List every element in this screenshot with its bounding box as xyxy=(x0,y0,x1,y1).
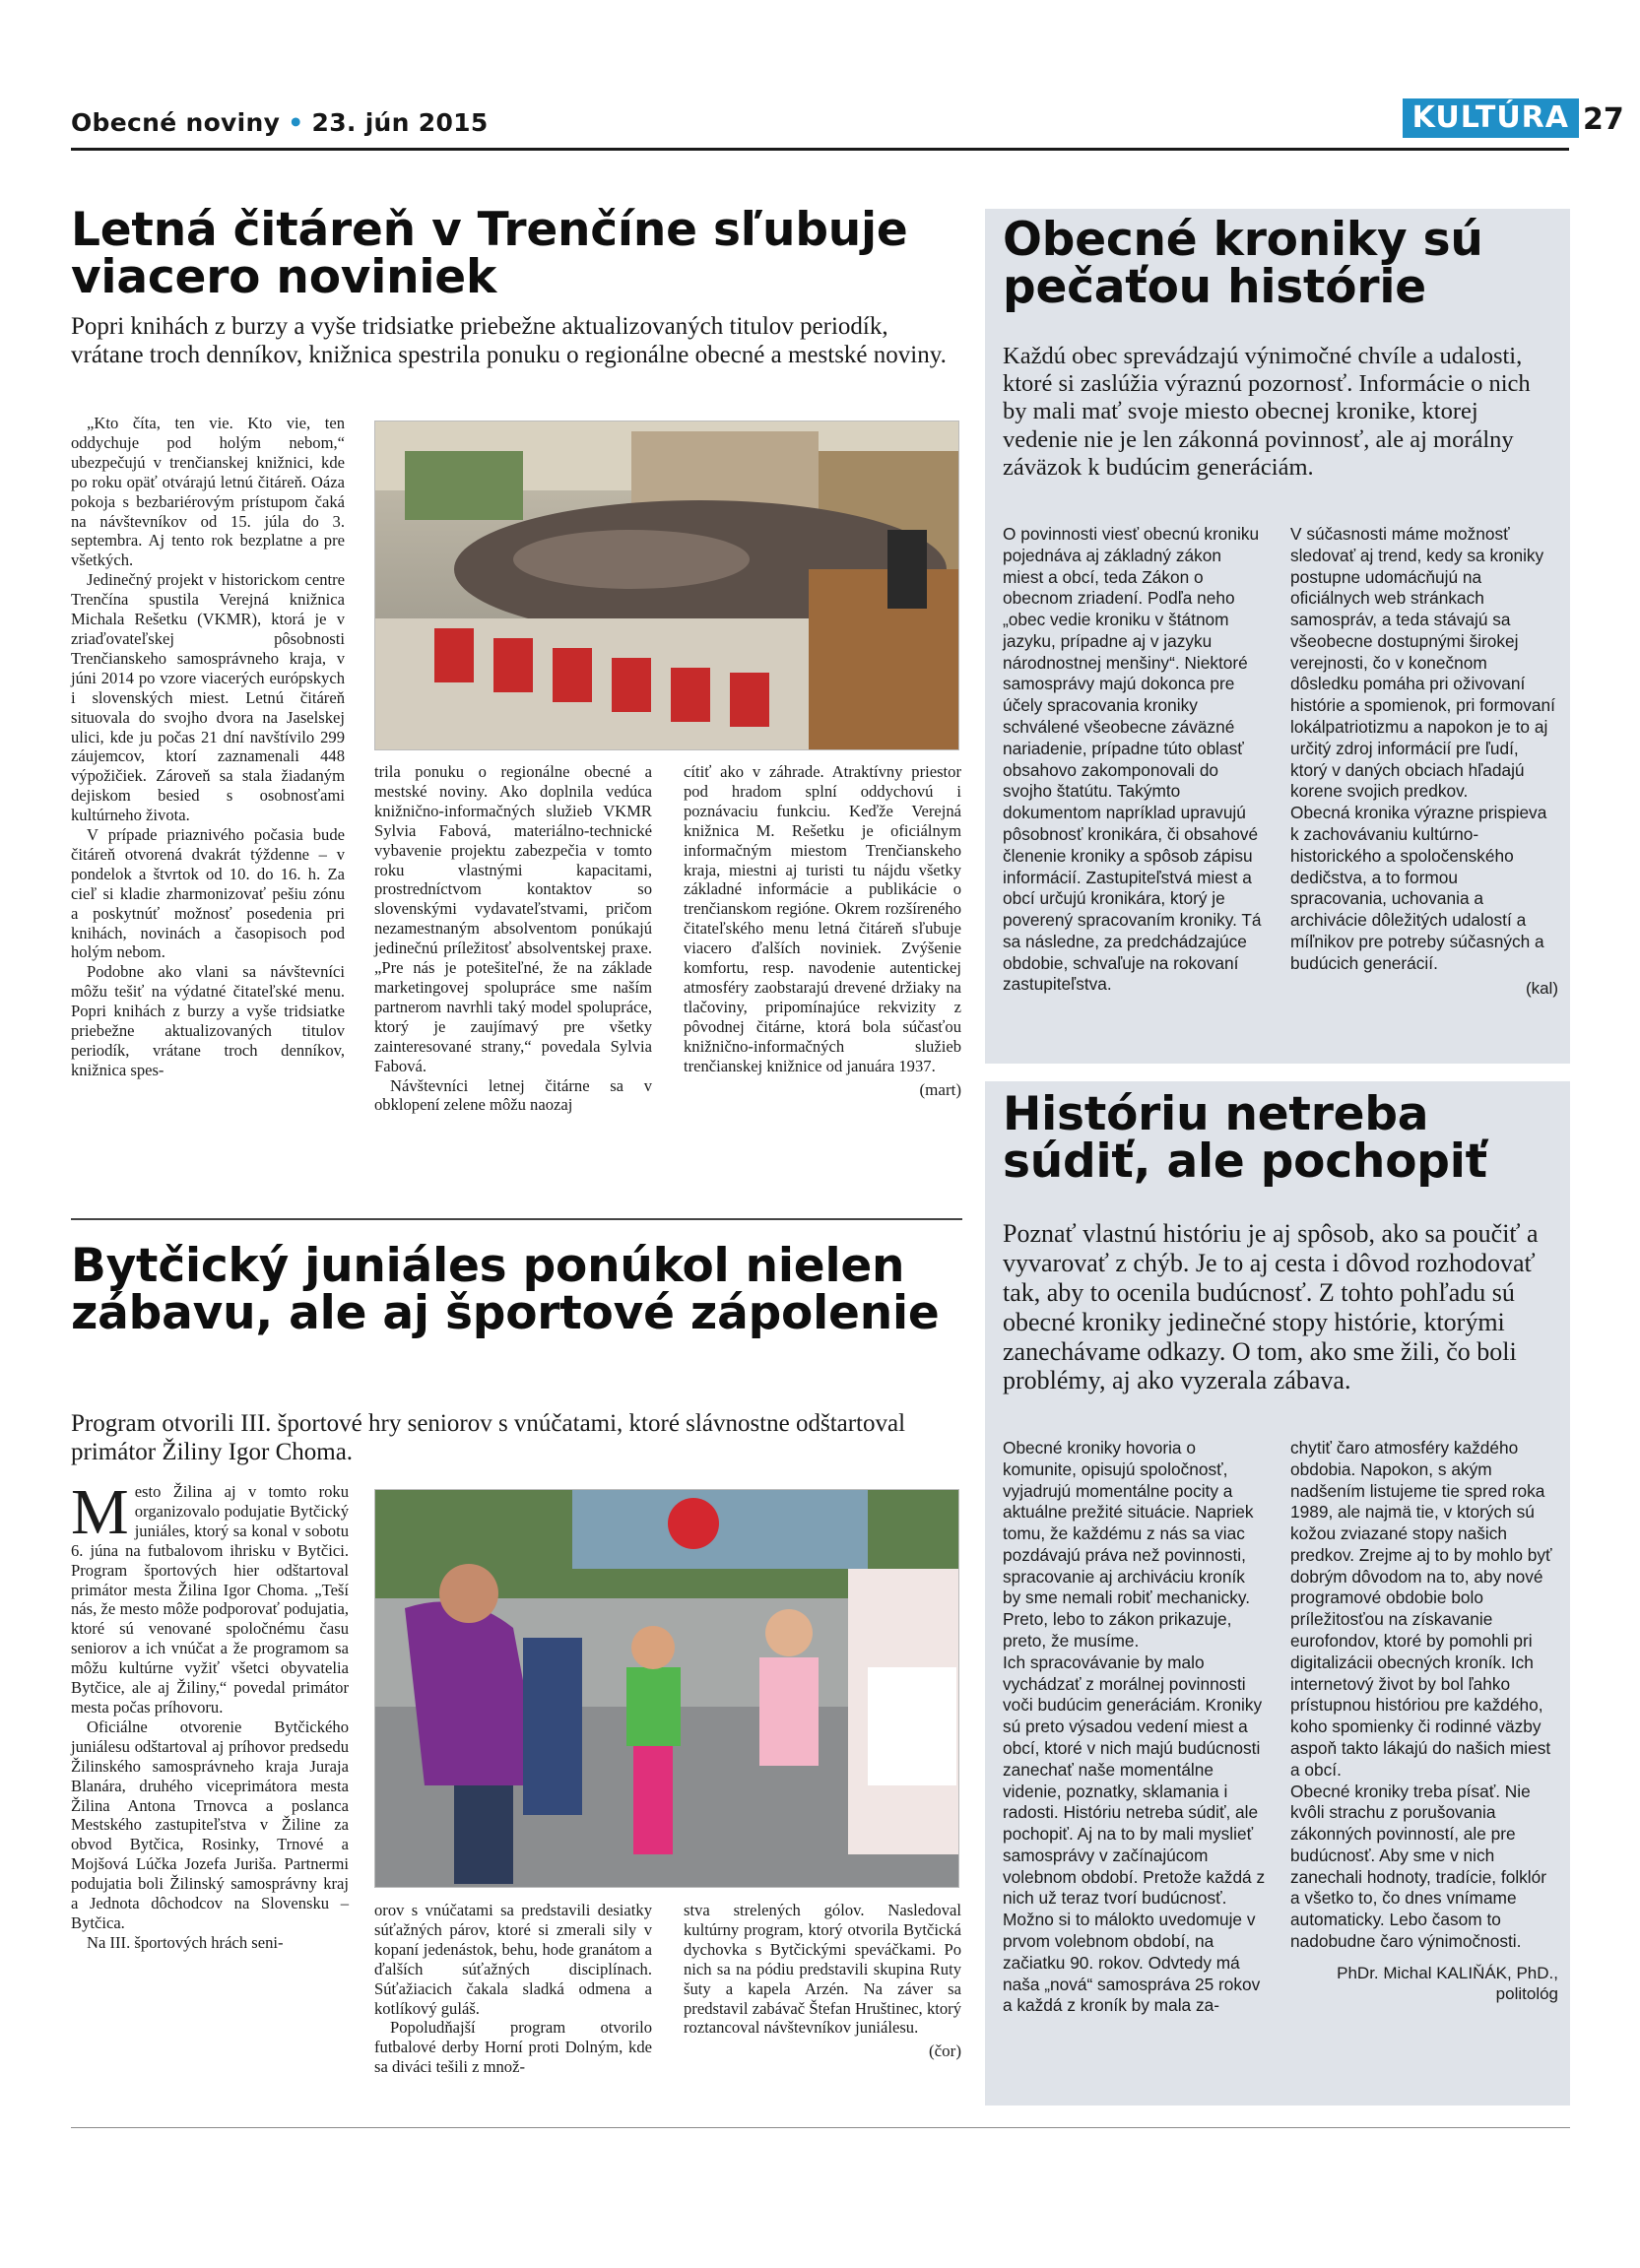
article-col2-citaren xyxy=(374,762,652,1115)
article-col1-junialess xyxy=(71,1476,349,1953)
paragraph: V súčasnosti máme možnosť sledovať aj trend, kedy sa kroniky postupne udomácňujú na oficiálnych web stránkach samospráv, a teda stávajú sa všeobecne dostupnými širokej verejnosti, čo v konečnom dôsledku pomáha pri oživovaní histórie a spomienok, pri formovaní lokálpatriotizmu a napokon je to aj určitý zdroj informácií pre ľudí, ktorý v daných obciach hľadajú korene svojich predkov. xyxy=(1290,524,1555,802)
article-divider xyxy=(71,1218,962,1220)
article-col1-historia xyxy=(1003,1438,1267,2017)
article-title-kroniky: Obecné kroniky sú pečaťou histórie xyxy=(1003,213,1483,315)
article-col1-citaren xyxy=(71,414,345,1080)
paragraph: trila ponuku o regionálne obecné a mestské noviny. Ako doplnila vedúca knižnično-informačných služieb VKMR Sylvia Fabová, materiálno-technické vybavenie projektu zabezpečia v tomto roku vlastnými kapacitami, prostredníctvom kontaktov so slovenskými vydavateľstvami, pričom nezamestnaným absolventom ponúkajú jedinečnú príležitosť absolventskej praxe. „Pre nás je potešiteľné, že na základe marketingovej spolupráce sme naším partnerom navrhli taký model spolupráce, ktorý je zaujímavý pre všetky zainteresované strany,“ povedala Sylvia Fabová. xyxy=(374,762,652,1075)
paragraph: V prípade priaznivého počasia bude čitáreň otvorená dvakrát týždenne – v pondelok a štvrtok od 10. do 16. h. Za cieľ si kladie zharmonizovať pešiu zónu a poskytnúť možnosť posedenia pri knihách, novinách a časopisoch pod holým nebom. xyxy=(71,825,345,962)
paragraph: orov s vnúčatami sa predstavili desiatky súťažných párov, ktoré si zmerali sily v kopaní jedenástok, behu, hode granátom a ďalších súťažných disciplínach. Súťažiacich čakala sladká odmena a kotlíkový guláš. xyxy=(374,1901,652,2018)
article-title-historia: Históriu netreba súdiť, ale pochopiť xyxy=(1003,1087,1487,1190)
page-number: 27 xyxy=(1583,102,1624,137)
article-title-citaren: Letná čitáreň v Trenčíne sľubuje viacero noviniek xyxy=(71,203,908,305)
paragraph xyxy=(71,1476,349,1717)
paragraph: Ich spracovávanie by malo vychádzať z morálnej povinnosti voči budúcim generáciám. Kroniky sú preto výsadou vedení miest a obcí, ktoré v nich majú budúcnosti zanechať naše momentálne videnie, poznatky, sklamania i radosti. Históriu netreba súdiť, ale pochopiť. Aj na to by mali myslieť samosprávy v začínajúcom volebnom období. Pretože každá z nich už teraz tvorí budúcnosť. Možno si to málokto uvedomuje v prvom volebnom období, na začiatku 90. rokov. Odvtedy má naša „nová“ samospráva 25 rokov a každá z kroník by mala za- xyxy=(1003,1652,1266,2016)
paragraph: Na III. športových hrách seni- xyxy=(87,1932,284,1952)
drop-cap: M xyxy=(71,1476,129,1548)
paragraph: Popoludňajší program otvorilo futbalové derby Horní proti Dolným, kde sa diváci tešili z množ- xyxy=(374,2018,652,2077)
author-signature: (kal) xyxy=(1525,979,1558,999)
photo-reading-room xyxy=(374,421,959,750)
paragraph: Obecné kroniky hovoria o komunite, opisujú spoločnosť, vyjadrujú momentálne pocity a aktuálne prežité situácie. Napriek tomu, že každému z nás sa viac pozdávajú práva než povinnosti, spracovanie aj archiváciu kroník by sme nemali robiť mechanicky. Preto, lebo to zákon prikazuje, preto, že musíme. xyxy=(1003,1438,1254,1652)
photo-reading-room-image xyxy=(375,421,959,750)
paragraph: Oficiálne otvorenie Bytčického juniálesu odštartoval aj príhovor predsedu Žilinského samosprávneho kraja Juraja Blanára, druhého viceprimátora mesta Žilina Antona Trnovca a poslanca Mestského zastupiteľstva v Žiline za obvod Bytčica, Rosinky, Trnové a Mojšová Lúčka Jozefa Juriša. Partnermi podujatia boli Žilinský samosprávny kraj a Jednota dôchodcov na Slovensku – Bytčica. xyxy=(71,1717,349,1932)
photo-juniales xyxy=(374,1489,959,1888)
separator-dot: • xyxy=(288,108,304,137)
article-col3-citaren xyxy=(684,762,961,1100)
paragraph: Obecné kroniky treba písať. Nie kvôli strachu z porušovania zákonných povinností, ale pre budúcnosť. Aby sme v nich zanechali hodnoty, tradície, folklór a všetko to, čo dnes vnímame automaticky. Lebo časom to nadobudne čaro výnimočnosti. xyxy=(1290,1781,1547,1951)
author-signature: (čor) xyxy=(928,2041,961,2061)
section-label: KULTÚRA xyxy=(1403,98,1579,138)
article-col3-junialess xyxy=(684,1901,961,2062)
article-col1-kroniky xyxy=(1003,524,1267,996)
paragraph: Obecná kronika výrazne prispieva k zachovávaniu kultúrno-historického a spoločenského dedičstva, a to formou spracovania, uchovania a archivácie dôležitých udalostí a míľnikov pre potreby súčasných a budúcich generácií. xyxy=(1290,803,1547,973)
photo-juniales-image xyxy=(375,1490,959,1888)
paper-name: Obecné noviny xyxy=(71,108,281,137)
article-title-junialess: Bytčický juniáles ponúkol nielen zábavu, ale aj športové zápolenie xyxy=(71,1239,940,1341)
footer-rule xyxy=(71,2127,1570,2128)
article-col2-junialess xyxy=(374,1901,652,2077)
author-signature: (mart) xyxy=(919,1079,961,1099)
paragraph: Jedinečný projekt v historickom centre Trenčína spustila Verejná knižnica Michala Rešetku (VKMR), ktorá je v zriaďovateľskej pôsobnosti Trenčianskeho samosprávneho kraja, v júni 2014 po vzore viacerých európskych i slovenských miest. Letnú čitáreň situovala do svojho dvora na Jaselskej ulici, kde ju počas 21 dní navštívilo 299 záujemcov, ktorí zaznamenali 448 výpožičiek. Zároveň sa stala žiadaným dejiskom besied s osobnosťami kultúrneho života. xyxy=(71,570,345,825)
paragraph: O povinnosti viesť obecnú kroniku pojednáva aj základný zákon miest a obcí, teda Zákon o obecnom zriadení. Podľa neho „obec vedie kroniku v štátnom jazyku, prípadne aj v jazyku národnostnej menšiny“. Niektoré samosprávy majú dokonca pre účely spracovania kroniky schválené všeobecne záväzné nariadenie, prípadne túto oblasť obsahovo zakomponovali do svojho štatútu. Takýmto dokumentom napríklad upravujú pôsobnosť kronikára, či obsahové členenie kroniky a spôsob zápisu informácií. Zastupiteľstvá miest a obcí určujú kronikára, ktorý je poverený spracovaním kroniky. Tá sa následne, za predchádzajúce obdobie, schvaľuje na rokovaní zastupiteľstva. xyxy=(1003,524,1262,995)
article-lead-historia: Poznať vlastnú históriu je aj spôsob, ako sa poučiť a vyvarovať z chýb. Je to aj cesta i dôvod rozhodovať tak, aby to ocenila budúcnosť. Z tohto pohľadu sú obecné kroniky jedinečné stopy histórie, ktorými zanechávame odkazy. O tom, ako sme žili, čo boli problémy, aj ako vyzerala zábava. xyxy=(1003,1219,1539,1395)
header-rule xyxy=(71,148,1569,151)
article-lead-junialess: Program otvorili III. športové hry seniorov s vnúčatami, ktoré slávnostne odštartoval primátor Žiliny Igor Choma. xyxy=(71,1410,906,1465)
paragraph: cítiť ako v záhrade. Atraktívny priestor pod hradom splní oddychovú i poznávaciu funkciu. Keďže Verejná knižnica M. Rešetku je oficiálnym informačným miestom Trenčianskeho kraja, miestni aj turisti tu nájdu všetky základné informácie a publikácie o trenčianskom regióne. Okrem rozšíreného čitateľského menu letná čitáreň sľubuje viacero ďalších noviniek. Zvýšenie komfortu, resp. navodenie autentickej atmosféry zaobstarajú drevené držiaky na tlačoviny, pripomínajúce rekvizity z pôvodnej čitárne, ktorá bola súčasťou knižnično-informačných služieb trenčianskej knižnice od januára 1937. xyxy=(684,762,961,1075)
article-lead-citaren: Popri knihách z burzy a vyše tridsiatke priebežne aktualizovaných titulov periodík, vrátane troch denníkov, knižnica spestrila ponuku o regionálne obecné a mestské noviny. xyxy=(71,313,947,368)
article-lead-kroniky: Každú obec sprevádzajú výnimočné chvíle a udalosti, ktoré si zaslúžia výraznú pozornosť. Informácie o nich by mali mať svoje miesto obecnej kronike, ktorej vedenie nie je len zákonná povinnosť, ale aj morálny záväzok k budúcim generáciám. xyxy=(1003,343,1531,481)
paragraph: Návštevníci letnej čitárne sa v obklopení zelene môžu naozaj xyxy=(374,1075,652,1115)
paragraph-text: esto Žilina aj v tomto roku organizovalo podujatie Bytčický juniáles, ktorý sa konal v sobotu 6. júna na futbalovom ihrisku v Bytčici. Program športových hier odštartoval primátor mesta Žilina Igor Choma. „Teší nás, že mesto môže podporovať podujatia, ktoré sú venované spoločnému času seniorov a ich vnúčat a že programom sa môžu kultúrne vyžiť všetci obyvatelia Bytčice, ale aj Žiliny,“ povedal primátor mesta počas príhovoru. xyxy=(71,1482,349,1717)
author-role: politológ xyxy=(1495,1984,1558,2004)
paragraph: „Kto číta, ten vie. Kto vie, ten oddychuje pod holým nebom,“ ubezpečujú v trenčianskej knižnici, kde po roku opäť otvárajú letnú čitáreň. Oáza pokoja s bezbariérovým prístupom čaká na návštevníkov od 15. júla do 3. septembra. Aj tento rok bezplatne a pre všetkých. xyxy=(71,414,345,570)
article-col2-historia xyxy=(1290,1438,1558,2005)
paragraph: Podobne ako vlani sa návštevníci môžu tešiť na výdatné čitateľské menu. Popri knihách z burzy a vyše tridsiatke priebežne aktualizovaných titulov periodík, vrátane troch denníkov, knižnica spes- xyxy=(71,962,345,1079)
article-col2-kroniky xyxy=(1290,524,1558,1000)
masthead xyxy=(71,108,489,137)
paragraph: chytiť čaro atmosféry každého obdobia. Napokon, s akým nadšením listujeme tie spred roka 1989, ale najmä tie, v ktorých sú kožou zviazané stopy našich predkov. Zrejme aj to by mohlo byť dobrým dôvodom na to, aby nové programové obdobie bolo príležitosťou na získavanie eurofondov, ktoré by pomohli pri digitalizácii obecných kroník. Ich internetový život by bol ľahko prístupnou históriou pre každého, koho spomienky či rodinné väzby aspoň takto lákajú do našich miest a obcí. xyxy=(1290,1438,1552,1780)
issue-date: 23. jún 2015 xyxy=(311,108,489,137)
author-name: PhDr. Michal KALIŇÁK, PhD., xyxy=(1337,1963,1558,1982)
paragraph: stva strelených gólov. Nasledoval kultúrny program, ktorý otvorila Bytčická dychovka s Bytčickými speváčkami. Po nich sa na pódiu predstavili skupina Ruty šuty a kapela Arzén. Na záver sa predstavil zabávač Štefan Hruštinec, ktorý roztancoval návštevníkov juniálesu. xyxy=(684,1901,961,2038)
